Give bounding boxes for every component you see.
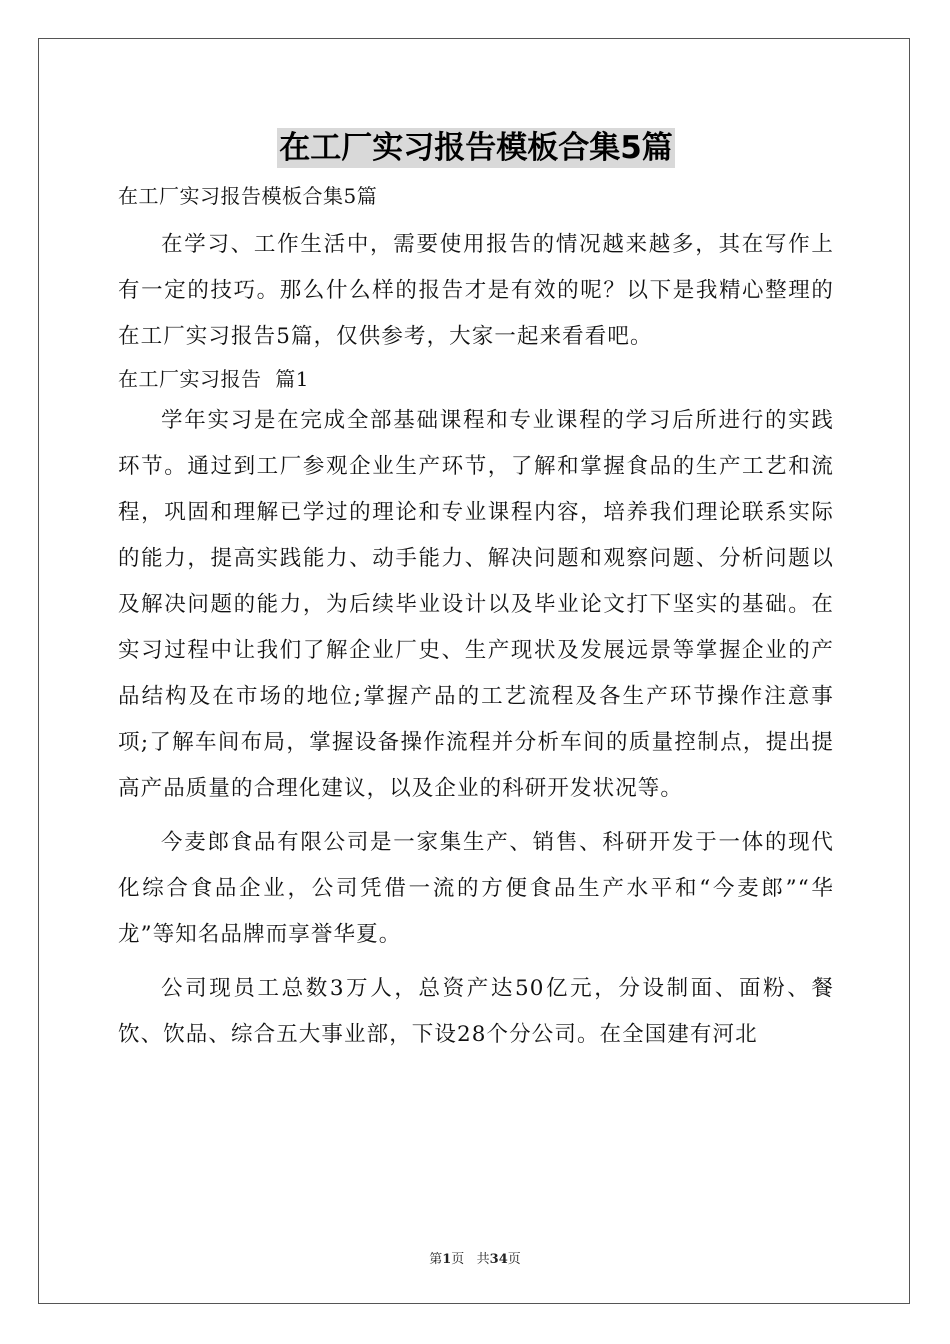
body-paragraph-3: 公司现员工总数3万人，总资产达50亿元，分设制面、面粉、餐饮、饮品、综合五大事业部，下设28个分公司。在全国建有河北 xyxy=(118,976,834,1047)
footer-current-page: 1 xyxy=(442,1252,452,1267)
footer-total-pages: 34 xyxy=(489,1252,508,1267)
title-container xyxy=(118,128,834,172)
footer-suffix: 页 xyxy=(507,1252,521,1267)
document-title: 在工厂实习报告模板合集5篇 xyxy=(279,130,673,166)
footer-prefix: 第 xyxy=(429,1252,443,1267)
document-body xyxy=(118,128,834,1058)
footer-middle: 页 共 xyxy=(451,1252,490,1267)
body-paragraph-1: 学年实习是在完成全部基础课程和专业课程的学习后所进行的实践环节。通过到工厂参观企业生产环节，了解和掌握食品的生产工艺和流程，巩固和理解已学过的理论和专业课程内容，培养我们理论联系实际的能力，提高实践能力、动手能力、解决问题和观察问题、分析问题以及解决问题的能力，为后续毕业设计以及毕业论文打下坚实的基础。在实习过程中让我们了解企业厂史、生产现状及发展远景等掌握企业的产品结构及在市场的地位;掌握产品的工艺流程及各生产环节操作注意事项;了解车间布局，掌握设备操作流程并分析车间的质量控制点，提出提高产品质量的合理化建议，以及企业的科研开发状况等。 xyxy=(118,408,834,801)
body-paragraph-2: 今麦郎食品有限公司是一家集生产、销售、科研开发于一体的现代化综合食品企业，公司凭借一流的方便食品生产水平和“今麦郎”“华龙”等知名品牌而享誉华夏。 xyxy=(118,830,834,947)
page-footer xyxy=(0,1248,950,1267)
section-heading: 在工厂实习报告 篇1 xyxy=(118,367,309,391)
intro-paragraph: 在学习、工作生活中，需要使用报告的情况越来越多，其在写作上有一定的技巧。那么什么样的报告才是有效的呢？以下是我精心整理的在工厂实习报告5篇，仅供参考，大家一起来看看吧。 xyxy=(118,232,834,349)
document-subtitle: 在工厂实习报告模板合集5篇 xyxy=(118,184,378,208)
